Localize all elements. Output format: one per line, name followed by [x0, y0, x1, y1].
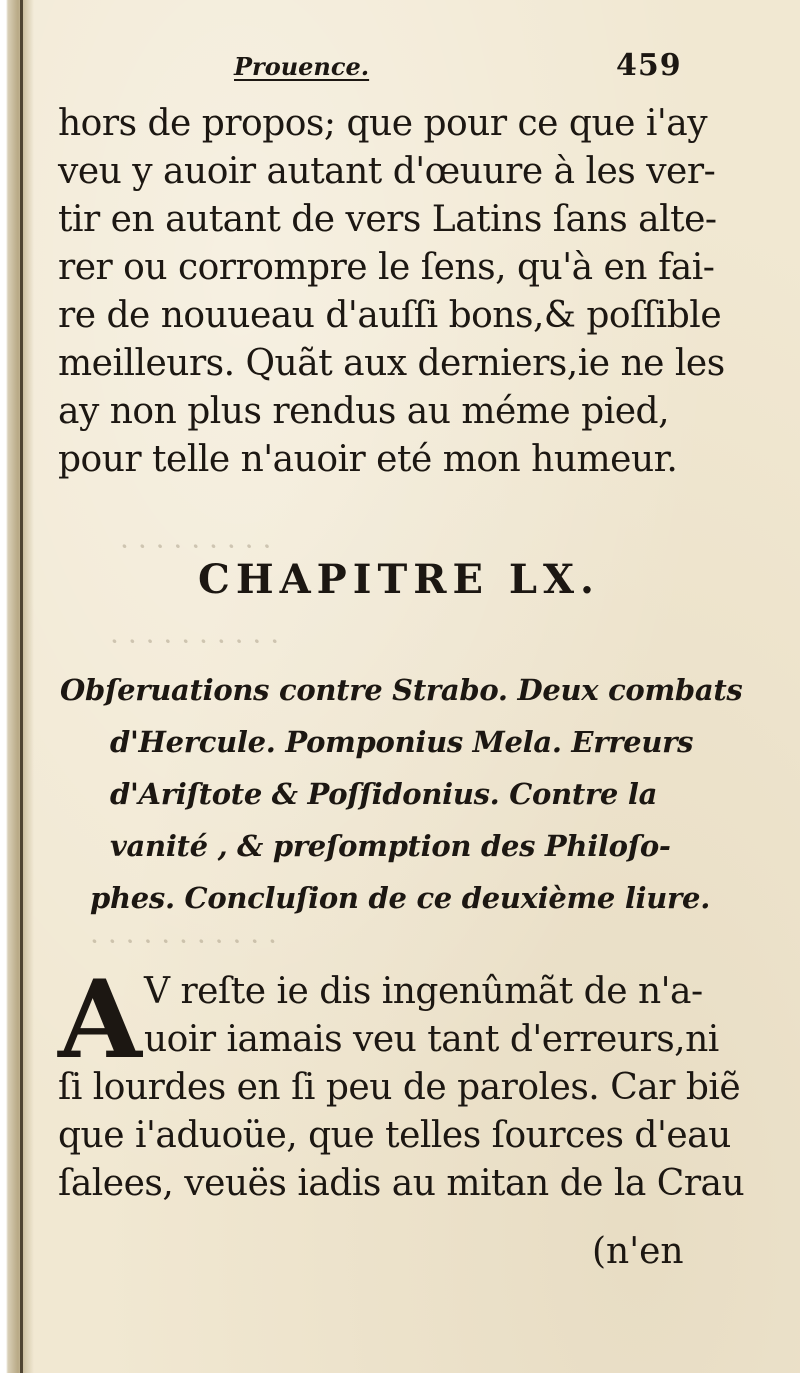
text-line: ſalees, veuës iadis au mitan de la Crau	[58, 1163, 745, 1204]
gutter-fold-line	[20, 0, 23, 1373]
text-line: meilleurs. Quãt aux derniers,ie ne les	[58, 343, 725, 384]
text-line: ſi lourdes en ſi peu de paroles. Car biẽ	[58, 1067, 741, 1108]
text-line: ay non plus rendus au méme pied,	[58, 391, 670, 432]
text-line: re de nouueau d'auſſi bons,& poſſible	[58, 295, 722, 336]
text-line: tir en autant de vers Latins ſans alte-	[58, 199, 717, 240]
show-through-bleed: · · · · · · · · ·	[120, 530, 272, 563]
body-text-bottom	[58, 957, 745, 1208]
body-text-top	[58, 100, 725, 484]
page-gutter	[0, 0, 34, 1373]
text-line: rer ou corrompre le ſens, qu'à en fai-	[58, 247, 715, 288]
summary-line: vanité , & preſomption des Philoſo-	[110, 829, 671, 863]
text-line: veu y auoir autant d'œuure à les ver-	[58, 151, 716, 192]
text-line: uoir iamais veu tant d'erreurs,ni	[144, 1019, 719, 1060]
text-line: pour telle n'auoir eté mon humeur.	[58, 439, 678, 480]
page-header	[60, 46, 760, 96]
text-line: que i'aduoüe, que telles ſources d'eau	[58, 1115, 731, 1156]
text-line: hors de propos; que pour ce que i'ay	[58, 103, 708, 144]
drop-cap: A	[58, 957, 142, 1083]
show-through-bleed: · · · · · · · · · · ·	[90, 925, 277, 958]
show-through-bleed: · · · · · · · · · ·	[110, 625, 280, 658]
summary-line: Obſeruations contre Strabo. Deux combats	[60, 673, 743, 707]
chapter-summary	[60, 664, 743, 924]
summary-line: d'Ariſtote & Poſſidonius. Contre la	[110, 777, 658, 811]
chapter-title: CHAPITRE LX.	[198, 556, 600, 603]
page-number: 459	[616, 48, 682, 83]
summary-line: phes. Concluſion de ce deuxième liure.	[90, 881, 710, 915]
catchword: (n'en	[592, 1231, 684, 1272]
text-line: V reſte ie dis ingenûmãt de n'a-	[144, 971, 703, 1012]
running-head: Prouence.	[234, 52, 370, 81]
summary-line: d'Hercule. Pomponius Mela. Erreurs	[110, 725, 694, 759]
